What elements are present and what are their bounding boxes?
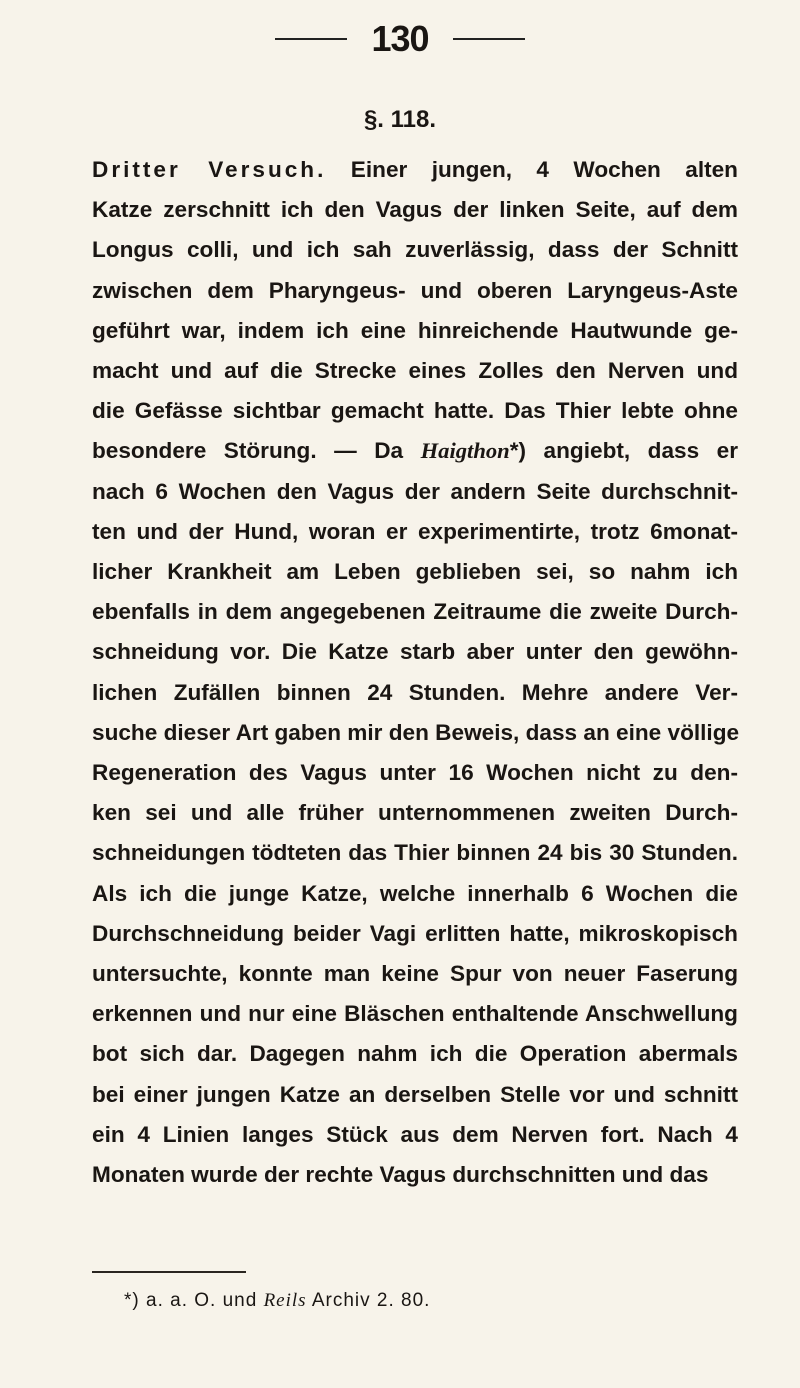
text-line: ebenfalls in dem angegebenen Zeitraume die zweite Durch- bbox=[92, 599, 738, 625]
author-name: Haigthon bbox=[420, 438, 510, 464]
text-line: Regeneration des Vagus unter 16 Wochen nicht zu den- bbox=[92, 760, 738, 786]
header-rule-right bbox=[453, 38, 525, 40]
text-line bbox=[92, 431, 738, 471]
page-number: 130 bbox=[371, 18, 429, 59]
text-line: Katze zerschnitt ich den Vagus der linken Seite, auf dem bbox=[92, 197, 738, 223]
text-fragment: *) angiebt, dass er bbox=[509, 438, 739, 464]
text-line: Durchschneidung beider Vagi erlitten hatte, mikroskopisch bbox=[92, 920, 738, 946]
text-line: macht und auf die Strecke eines Zolles den Nerven und bbox=[92, 358, 738, 384]
text-line: Monaten wurde der rechte Vagus durchschnitten und das bbox=[92, 1162, 709, 1188]
text-line: lichen Zufällen binnen 24 Stunden. Mehre andere Ver- bbox=[92, 679, 738, 705]
footnote-author: Reils bbox=[263, 1290, 307, 1311]
page-header bbox=[0, 18, 800, 60]
text-line bbox=[92, 150, 738, 190]
footnote-text: Archiv 2. 80. bbox=[311, 1290, 431, 1311]
text-line: ten und der Hund, woran er experimentirte, trotz 6monat- bbox=[92, 518, 738, 544]
text-line: untersuchte, konnte man keine Spur von neuer Faserung bbox=[92, 961, 738, 987]
footnote-divider bbox=[92, 1271, 246, 1273]
body-paragraph bbox=[92, 150, 738, 1195]
text-fragment: besondere Störung. — Da bbox=[92, 438, 404, 464]
section-heading: §. 118. bbox=[363, 106, 437, 133]
text-line: zwischen dem Pharyngeus- und oberen Laryngeus-Aste bbox=[92, 277, 738, 303]
text-line: ken sei und alle früher unternommenen zweiten Durch- bbox=[92, 800, 738, 826]
text-line: licher Krankheit am Leben geblieben sei, so nahm ich bbox=[92, 559, 738, 585]
text-line: die Gefässe sichtbar gemacht hatte. Das Thier lebte ohne bbox=[92, 398, 738, 424]
footnote bbox=[124, 1290, 430, 1312]
text-line: geführt war, indem ich eine hinreichende Hautwunde ge- bbox=[92, 317, 738, 343]
header-rule-left bbox=[275, 38, 347, 40]
text-fragment: Einer jungen, 4 Wochen alten bbox=[350, 157, 738, 182]
footnote-text: *) a. a. O. und bbox=[124, 1290, 258, 1311]
text-line: schneidungen tödteten das Thier binnen 24 bis 30 Stunden. bbox=[92, 840, 738, 866]
text-line: bot sich dar. Dagegen nahm ich die Operation abermals bbox=[92, 1041, 738, 1067]
text-line: bei einer jungen Katze an derselben Stelle vor und schnitt bbox=[92, 1081, 738, 1107]
text-line: Longus colli, und ich sah zuverlässig, dass der Schnitt bbox=[92, 237, 738, 263]
text-line: ein 4 Linien langes Stück aus dem Nerven fort. Nach 4 bbox=[92, 1121, 738, 1147]
experiment-title: Dritter Versuch. bbox=[92, 157, 327, 182]
text-line: suche dieser Art gaben mir den Beweis, dass an eine völlige bbox=[92, 719, 740, 745]
text-line: schneidung vor. Die Katze starb aber unter den gewöhn- bbox=[92, 639, 738, 665]
text-line: nach 6 Wochen den Vagus der andern Seite durchschnit- bbox=[92, 478, 738, 504]
text-line: Als ich die junge Katze, welche innerhalb 6 Wochen die bbox=[92, 880, 738, 906]
text-line: erkennen und nur eine Bläschen enthaltende Anschwellung bbox=[92, 1001, 738, 1027]
